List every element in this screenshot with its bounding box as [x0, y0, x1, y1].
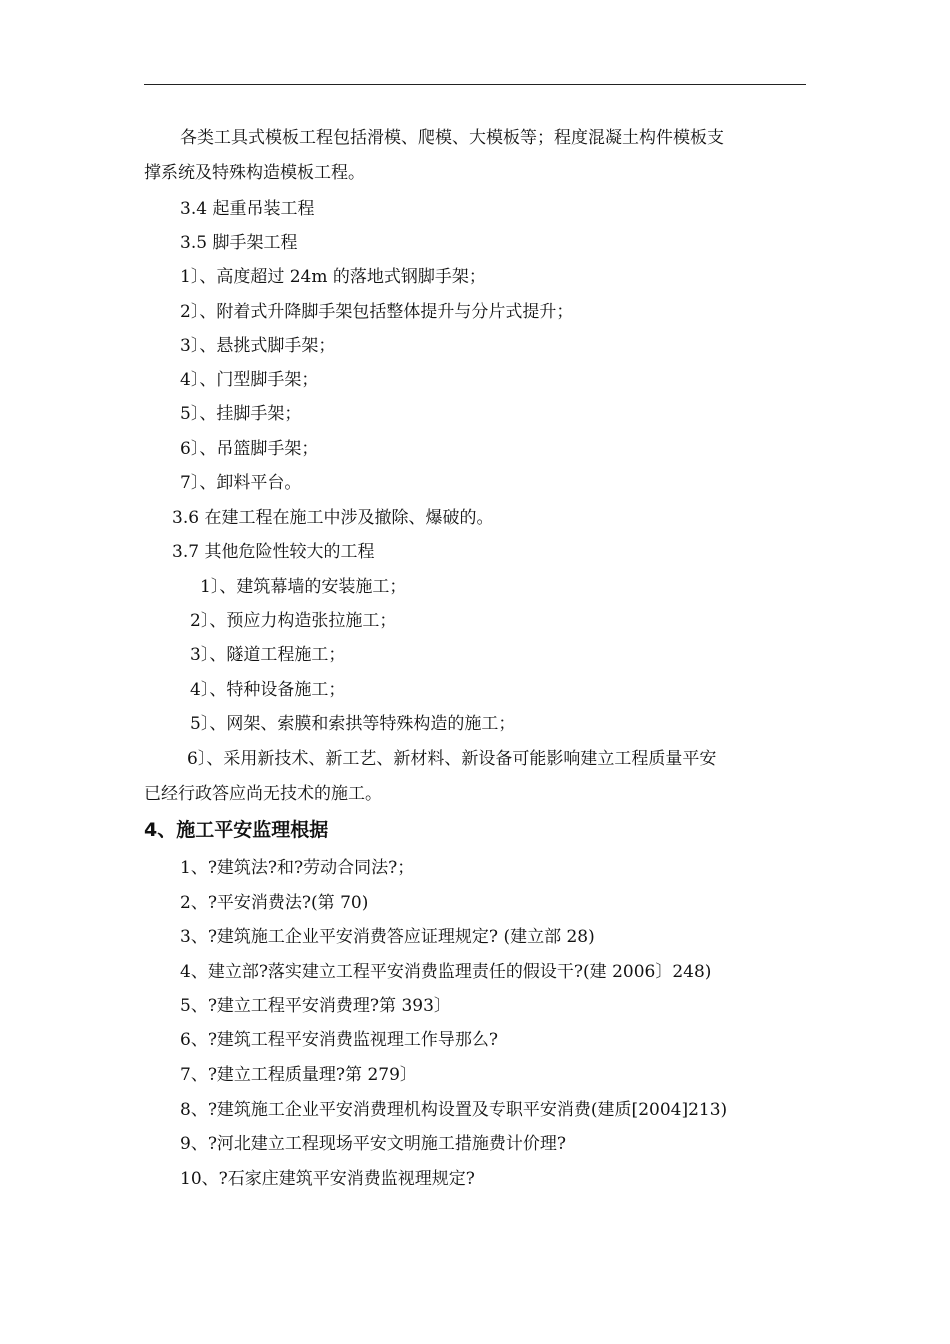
list-item: 4〕、门型脚手架；	[180, 370, 319, 390]
list-item: 1〕、高度超过 24m 的落地式钢脚手架；	[180, 267, 486, 287]
intro-line-2: 撑系统及特殊构造模板工程。	[144, 163, 365, 183]
reference-item: 6、?建筑工程平安消费监视理工作导那么?	[180, 1030, 499, 1050]
section-3-5-title: 3.5 脚手架工程	[180, 233, 298, 253]
reference-item: 2、?平安消费法?(第 70)	[180, 893, 369, 913]
list-item: 2〕、附着式升降脚手架包括整体提升与分片式提升；	[180, 302, 574, 322]
list-item: 2〕、预应力构造张拉施工；	[190, 611, 397, 631]
list-item: 3〕、悬挑式脚手架；	[180, 336, 336, 356]
section-4-heading: 4、施工平安监理根据	[144, 819, 329, 841]
reference-item: 4、建立部?落实建立工程平安消费监理责任的假设干?(建 2006〕248)	[180, 962, 712, 982]
intro-line-1: 各类工具式模板工程包括滑模、爬模、大模板等；程度混凝土构件模板支	[180, 128, 724, 148]
reference-item: 10、?石家庄建筑平安消费监视理规定?	[180, 1169, 475, 1189]
list-item-continuation: 已经行政答应尚无技术的施工。	[144, 784, 382, 804]
section-3-6-title: 3.6 在建工程在施工中涉及撤除、爆破的。	[172, 508, 494, 528]
list-item: 4〕、特种设备施工；	[190, 680, 346, 700]
list-item: 6〕、吊篮脚手架；	[180, 439, 319, 459]
reference-item: 1、?建筑法?和?劳动合同法?；	[180, 858, 415, 878]
list-item: 1〕、建筑幕墙的安装施工；	[200, 577, 407, 597]
list-item: 5〕、挂脚手架；	[180, 404, 302, 424]
list-item: 3〕、隧道工程施工；	[190, 645, 346, 665]
reference-item: 7、?建立工程质量理?第 279〕	[180, 1065, 417, 1085]
reference-item: 3、?建筑施工企业平安消费答应证理规定? (建立部 28)	[180, 927, 595, 947]
reference-item: 5、?建立工程平安消费理?第 393〕	[180, 996, 451, 1016]
header-rule	[144, 84, 806, 85]
list-item: 5〕、网架、索膜和索拱等特殊构造的施工；	[190, 714, 516, 734]
list-item: 6〕、采用新技术、新工艺、新材料、新设备可能影响建立工程质量平安	[187, 749, 717, 769]
reference-item: 9、?河北建立工程现场平安文明施工措施费计价理?	[180, 1134, 567, 1154]
list-item: 7〕、卸料平台。	[180, 473, 302, 493]
section-3-7-title: 3.7 其他危险性较大的工程	[172, 542, 375, 562]
section-3-4-title: 3.4 起重吊装工程	[180, 199, 315, 219]
reference-item: 8、?建筑施工企业平安消费理机构设置及专职平安消费(建质[2004]213)	[180, 1100, 728, 1120]
